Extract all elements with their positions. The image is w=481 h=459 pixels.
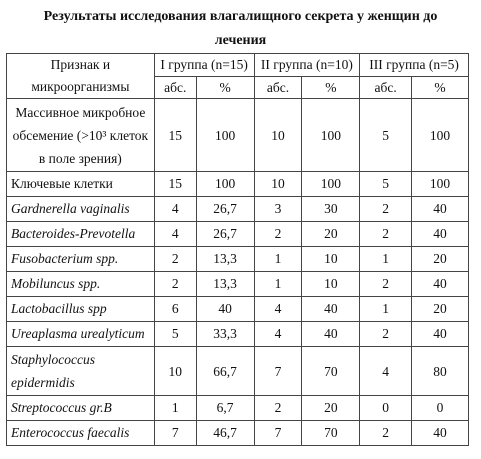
row-name: Mobiluncus spp. (7, 272, 155, 297)
group3-abs-cell: 5 (360, 172, 412, 197)
group3-pct-cell: 40 (412, 222, 469, 247)
row-name: Gardnerella vaginalis (7, 197, 155, 222)
group1-pct-cell: 13,3 (196, 247, 254, 272)
group2-abs-cell: 4 (254, 322, 302, 347)
group2-pct-cell: 10 (302, 247, 360, 272)
group1-abs-cell: 6 (154, 297, 196, 322)
row-name: Streptococcus gr.B (7, 396, 155, 421)
row-name: Lactobacillus spp (7, 297, 155, 322)
row-name: Ureaplasma urealyticum (7, 322, 155, 347)
group3-abs-cell: 1 (360, 247, 412, 272)
group1-abs-cell: 5 (154, 322, 196, 347)
table-row (7, 172, 469, 197)
group3-pct-cell: 80 (412, 347, 469, 396)
group2-abs-cell: 10 (254, 172, 302, 197)
header-row-groups (7, 54, 469, 77)
group1-pct-cell: 40 (196, 297, 254, 322)
group1-abs-cell: 2 (154, 272, 196, 297)
header-pct: % (412, 77, 469, 99)
group1-abs-cell: 15 (154, 172, 196, 197)
group3-abs-cell: 1 (360, 297, 412, 322)
group2-pct-cell: 20 (302, 396, 360, 421)
group2-abs-cell: 1 (254, 247, 302, 272)
group3-abs-cell: 0 (360, 396, 412, 421)
group3-pct-cell: 40 (412, 272, 469, 297)
group3-pct-cell: 40 (412, 421, 469, 446)
group3-pct-cell: 20 (412, 297, 469, 322)
group3-abs-cell: 2 (360, 421, 412, 446)
row-name: Bacteroides-Prevotella (7, 222, 155, 247)
group3-pct-cell: 100 (412, 172, 469, 197)
group2-abs-cell: 10 (254, 99, 302, 172)
header-group-2: II группа (n=10) (254, 54, 360, 77)
group1-abs-cell: 2 (154, 247, 196, 272)
group1-pct-cell: 26,7 (196, 197, 254, 222)
group2-abs-cell: 7 (254, 347, 302, 396)
row-name: Enterococcus faecalis (7, 421, 155, 446)
group2-abs-cell: 4 (254, 297, 302, 322)
group2-abs-cell: 2 (254, 222, 302, 247)
group3-abs-cell: 4 (360, 347, 412, 396)
group1-pct-cell: 100 (196, 172, 254, 197)
group1-abs-cell: 4 (154, 222, 196, 247)
table-body (7, 54, 469, 446)
group3-abs-cell: 2 (360, 322, 412, 347)
header-abs: абс. (154, 77, 196, 99)
group2-pct-cell: 30 (302, 197, 360, 222)
group2-pct-cell: 70 (302, 347, 360, 396)
header-abs: абс. (254, 77, 302, 99)
group1-abs-cell: 4 (154, 197, 196, 222)
table-row (7, 272, 469, 297)
header-group-1: I группа (n=15) (154, 54, 254, 77)
group1-pct-cell: 26,7 (196, 222, 254, 247)
group3-abs-cell: 5 (360, 99, 412, 172)
results-table (6, 53, 469, 446)
group2-pct-cell: 70 (302, 421, 360, 446)
group3-abs-cell: 2 (360, 197, 412, 222)
table-row (7, 222, 469, 247)
group1-pct-cell: 13,3 (196, 272, 254, 297)
group2-pct-cell: 100 (302, 172, 360, 197)
table-title-line2: лечения (214, 33, 267, 48)
group3-pct-cell: 0 (412, 396, 469, 421)
table-row (7, 197, 469, 222)
group1-pct-cell: 66,7 (196, 347, 254, 396)
header-feature: Признак и микроорганизмы (7, 54, 155, 99)
group2-abs-cell: 2 (254, 396, 302, 421)
group2-abs-cell: 3 (254, 197, 302, 222)
group2-pct-cell: 20 (302, 222, 360, 247)
group2-pct-cell: 40 (302, 297, 360, 322)
row-name: Fusobacterium spp. (7, 247, 155, 272)
group3-abs-cell: 2 (360, 222, 412, 247)
row-name: Staphylococcus epidermidis (7, 347, 155, 396)
table-row (7, 347, 469, 396)
group1-abs-cell: 15 (154, 99, 196, 172)
group3-abs-cell: 2 (360, 272, 412, 297)
group1-pct-cell: 100 (196, 99, 254, 172)
group1-pct-cell: 6,7 (196, 396, 254, 421)
table-title (0, 5, 481, 53)
group2-abs-cell: 1 (254, 272, 302, 297)
group1-pct-cell: 46,7 (196, 421, 254, 446)
row-name: Массивное микробное обсемение (>10³ клеток в поле зрения) (7, 99, 155, 172)
header-group-3: III группа (n=5) (360, 54, 469, 77)
group1-abs-cell: 7 (154, 421, 196, 446)
table-row (7, 421, 469, 446)
group1-abs-cell: 1 (154, 396, 196, 421)
table-title-line1: Результаты исследования влагалищного секрета у женщин до (43, 9, 438, 24)
group2-abs-cell: 7 (254, 421, 302, 446)
group2-pct-cell: 10 (302, 272, 360, 297)
header-pct: % (196, 77, 254, 99)
group2-pct-cell: 100 (302, 99, 360, 172)
table-row (7, 247, 469, 272)
table-row (7, 99, 469, 172)
row-name: Ключевые клетки (7, 172, 155, 197)
table-row (7, 396, 469, 421)
group1-pct-cell: 33,3 (196, 322, 254, 347)
table-row (7, 297, 469, 322)
header-pct: % (302, 77, 360, 99)
group2-pct-cell: 40 (302, 322, 360, 347)
header-abs: абс. (360, 77, 412, 99)
group3-pct-cell: 20 (412, 247, 469, 272)
table-row (7, 322, 469, 347)
group3-pct-cell: 40 (412, 322, 469, 347)
group1-abs-cell: 10 (154, 347, 196, 396)
group3-pct-cell: 100 (412, 99, 469, 172)
group3-pct-cell: 40 (412, 197, 469, 222)
